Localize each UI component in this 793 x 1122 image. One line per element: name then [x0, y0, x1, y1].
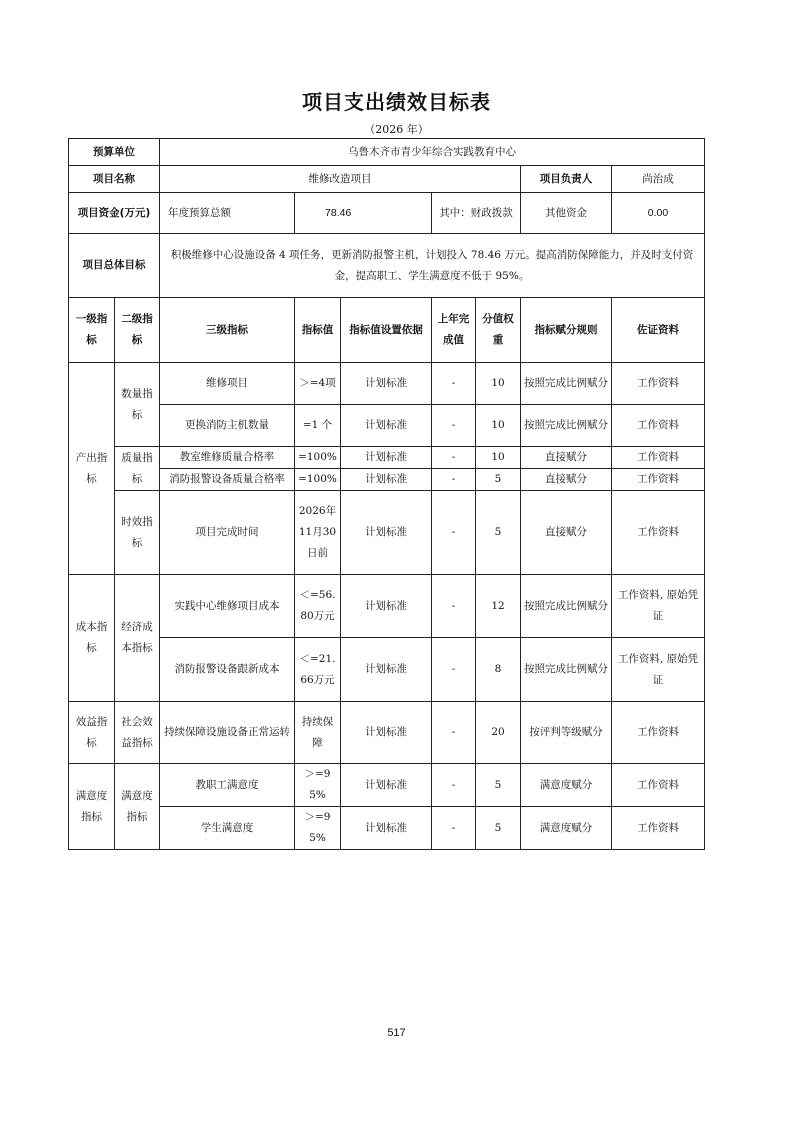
- indicator-rule: 直接赋分: [521, 491, 612, 575]
- social-benefit-subgroup: 社会效益指标: [115, 702, 160, 764]
- timeliness-subgroup: 时效指标: [115, 491, 160, 575]
- indicator-evidence: 工作资料: [612, 447, 705, 469]
- indicator-last-year: -: [432, 363, 476, 405]
- indicator-basis: 计划标准: [341, 491, 432, 575]
- table-row: [69, 469, 705, 491]
- project-funds-label: 项目资金(万元): [69, 193, 160, 234]
- indicator-weight: 10: [476, 363, 521, 405]
- overall-goal-text: 积极维修中心设施设备 4 项任务，更新消防报警主机，计划投入 78.46 万元。提高消防保障能力，并及时支付资金，提高职工、学生满意度不低于 95%。: [160, 234, 705, 298]
- indicator-name: 实践中心维修项目成本: [160, 575, 295, 638]
- quality-subgroup: 质量指标: [115, 447, 160, 491]
- satisfaction-indicator-group: 满意度指标: [69, 764, 115, 850]
- indicator-rule: 按照完成比例赋分: [521, 405, 612, 447]
- indicator-evidence: 工作资料: [612, 702, 705, 764]
- table-row: [69, 807, 705, 850]
- project-funds-row: [69, 193, 705, 234]
- indicator-rule: 按照完成比例赋分: [521, 575, 612, 638]
- indicator-evidence: 工作资料: [612, 807, 705, 850]
- indicator-value: =1 个: [295, 405, 341, 447]
- indicator-name: 学生满意度: [160, 807, 295, 850]
- indicator-name: 消防报警设备跟新成本: [160, 638, 295, 702]
- output-indicator-group: 产出指标: [69, 363, 115, 575]
- benefit-indicator-group: 效益指标: [69, 702, 115, 764]
- indicator-basis: 计划标准: [341, 638, 432, 702]
- page-title: 项目支出绩效目标表: [302, 90, 491, 114]
- indicator-basis: 计划标准: [341, 363, 432, 405]
- indicator-weight: 20: [476, 702, 521, 764]
- indicator-last-year: -: [432, 575, 476, 638]
- project-name-label: 项目名称: [69, 166, 160, 193]
- annual-budget-label: 年度预算总额: [160, 193, 295, 234]
- indicator-rule: 按评判等级赋分: [521, 702, 612, 764]
- indicator-evidence: 工作资料, 原始凭证: [612, 575, 705, 638]
- indicator-name: 消防报警设备质量合格率: [160, 469, 295, 491]
- table-row: [69, 447, 705, 469]
- last-year-header: 上年完成值: [432, 298, 476, 363]
- level2-header: 二级指标: [115, 298, 160, 363]
- indicator-last-year: -: [432, 469, 476, 491]
- project-name-row: [69, 166, 705, 193]
- indicator-value: 持续保障: [295, 702, 341, 764]
- indicator-weight: 10: [476, 447, 521, 469]
- indicator-basis: 计划标准: [341, 764, 432, 807]
- overall-goal-row: [69, 234, 705, 298]
- indicator-value: ＜=56.80万元: [295, 575, 341, 638]
- table-row: [69, 575, 705, 638]
- indicator-last-year: -: [432, 807, 476, 850]
- year-subtitle: （2026 年）: [364, 123, 429, 136]
- indicator-value: ＞=95%: [295, 807, 341, 850]
- indicator-rule: 直接赋分: [521, 447, 612, 469]
- indicator-basis: 计划标准: [341, 807, 432, 850]
- budget-unit-value: 乌鲁木齐市青少年综合实践教育中心: [160, 139, 705, 166]
- quantity-subgroup: 数量指标: [115, 363, 160, 447]
- indicator-last-year: -: [432, 638, 476, 702]
- indicator-last-year: -: [432, 405, 476, 447]
- indicator-last-year: -: [432, 491, 476, 575]
- project-leader-label: 项目负责人: [521, 166, 612, 193]
- indicator-weight: 5: [476, 491, 521, 575]
- weight-header: 分值权重: [476, 298, 521, 363]
- level1-header: 一级指标: [69, 298, 115, 363]
- economic-cost-subgroup: 经济成本指标: [115, 575, 160, 702]
- fiscal-allocation-label: 其中：财政拨款: [432, 193, 521, 234]
- indicator-basis: 计划标准: [341, 575, 432, 638]
- indicator-name: 教室维修质量合格率: [160, 447, 295, 469]
- indicator-weight: 10: [476, 405, 521, 447]
- satisfaction-subgroup: 满意度指标: [115, 764, 160, 850]
- value-header: 指标值: [295, 298, 341, 363]
- indicator-basis: 计划标准: [341, 469, 432, 491]
- indicator-rule: 按照完成比例赋分: [521, 638, 612, 702]
- indicator-weight: 5: [476, 764, 521, 807]
- indicator-name: 项目完成时间: [160, 491, 295, 575]
- indicator-header-row: [69, 298, 705, 363]
- project-leader-value: 尚治成: [612, 166, 705, 193]
- table-row: [69, 405, 705, 447]
- indicator-last-year: -: [432, 764, 476, 807]
- indicator-evidence: 工作资料: [612, 405, 705, 447]
- overall-goal-label: 项目总体目标: [69, 234, 160, 298]
- indicator-name: 更换消防主机数量: [160, 405, 295, 447]
- indicator-basis: 计划标准: [341, 702, 432, 764]
- indicator-name: 持续保障设施设备正常运转: [160, 702, 295, 764]
- indicator-value: =100%: [295, 447, 341, 469]
- indicator-rule: 按照完成比例赋分: [521, 363, 612, 405]
- budget-unit-label: 预算单位: [69, 139, 160, 166]
- indicator-name: 教职工满意度: [160, 764, 295, 807]
- table-row: [69, 702, 705, 764]
- indicator-value: ＞=95%: [295, 764, 341, 807]
- table-row: [69, 638, 705, 702]
- indicator-weight: 12: [476, 575, 521, 638]
- indicator-rule: 直接赋分: [521, 469, 612, 491]
- indicator-last-year: -: [432, 447, 476, 469]
- rule-header: 指标赋分规则: [521, 298, 612, 363]
- indicator-weight: 8: [476, 638, 521, 702]
- indicator-evidence: 工作资料: [612, 469, 705, 491]
- indicator-weight: 5: [476, 469, 521, 491]
- evidence-header: 佐证资料: [612, 298, 705, 363]
- other-funds-value: 0.00: [612, 193, 705, 234]
- indicator-rule: 满意度赋分: [521, 764, 612, 807]
- indicator-evidence: 工作资料, 原始凭证: [612, 638, 705, 702]
- indicator-basis: 计划标准: [341, 447, 432, 469]
- indicator-value: ＜=21.66万元: [295, 638, 341, 702]
- indicator-basis: 计划标准: [341, 405, 432, 447]
- indicator-value: ＞=4项: [295, 363, 341, 405]
- other-funds-label: 其他资金: [521, 193, 612, 234]
- indicator-weight: 5: [476, 807, 521, 850]
- cost-indicator-group: 成本指标: [69, 575, 115, 702]
- indicator-evidence: 工作资料: [612, 363, 705, 405]
- project-name-value: 维修改造项目: [160, 166, 521, 193]
- indicator-value: 2026年11月30日前: [295, 491, 341, 575]
- indicator-value: =100%: [295, 469, 341, 491]
- indicator-rule: 满意度赋分: [521, 807, 612, 850]
- table-row: [69, 363, 705, 405]
- page-number: 517: [387, 1027, 406, 1039]
- performance-goals-table: [68, 138, 705, 850]
- indicator-evidence: 工作资料: [612, 764, 705, 807]
- indicator-last-year: -: [432, 702, 476, 764]
- level3-header: 三级指标: [160, 298, 295, 363]
- indicator-name: 维修项目: [160, 363, 295, 405]
- budget-unit-row: [69, 139, 705, 166]
- table-row: [69, 764, 705, 807]
- basis-header: 指标值设置依据: [341, 298, 432, 363]
- indicator-evidence: 工作资料: [612, 491, 705, 575]
- table-row: [69, 491, 705, 575]
- annual-budget-value: 78.46: [295, 193, 432, 234]
